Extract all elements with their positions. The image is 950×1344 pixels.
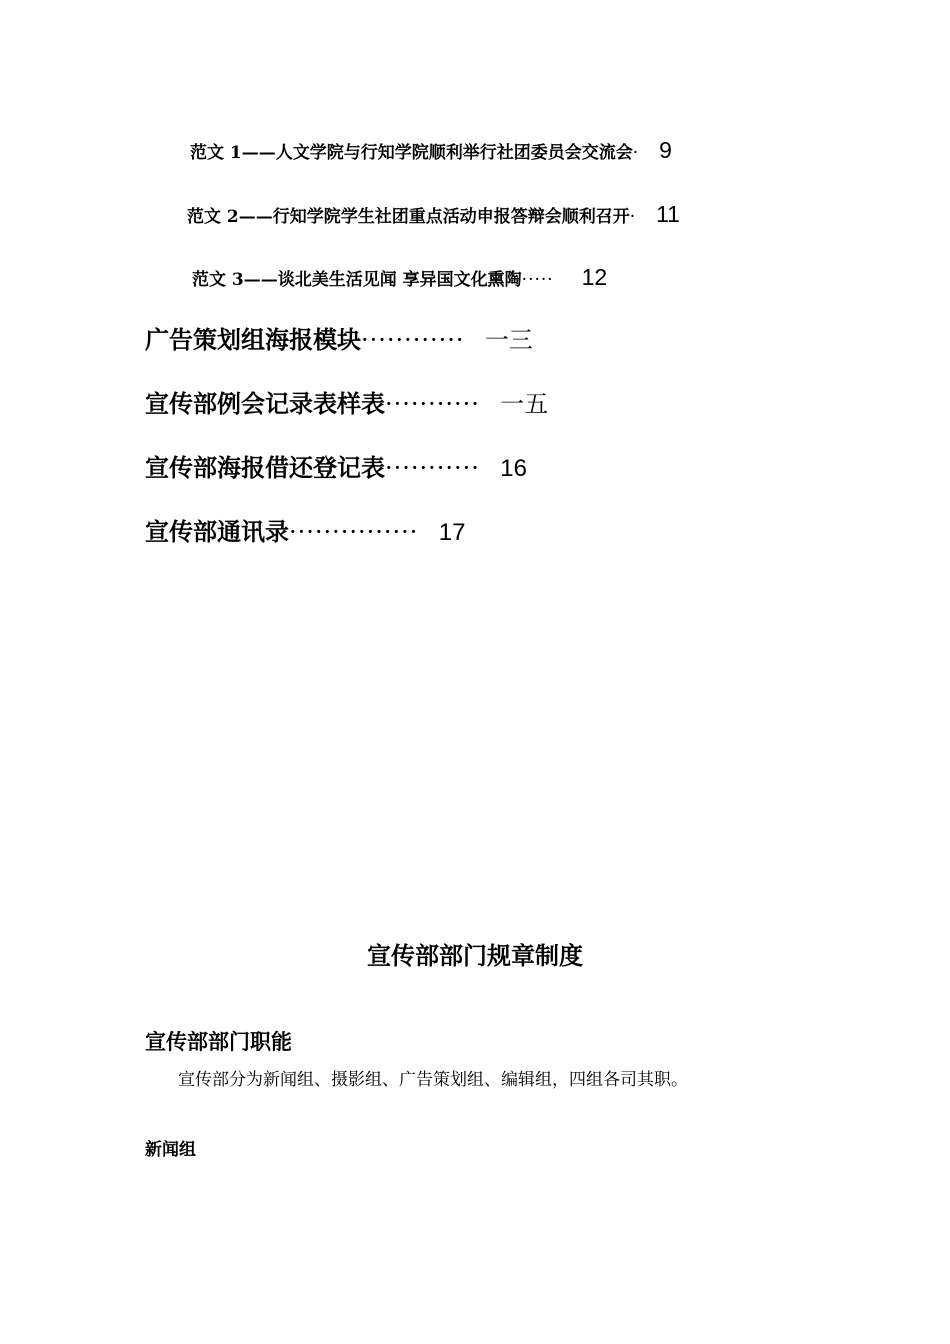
section-heading: 宣传部部门职能 [145, 1029, 292, 1054]
toc-page-number: 12 [581, 264, 608, 290]
toc-entry-text: 广告策划组海报模块 [145, 325, 361, 354]
toc-leader-dots: · [632, 143, 640, 163]
document-title: 宣传部部门规章制度 [367, 941, 583, 970]
toc-entry-text: 范文 3——谈北美生活见闻 享异国文化熏陶 [192, 270, 522, 290]
toc-page-number: 一五 [500, 390, 549, 418]
toc-leader-dots: ··········· [385, 454, 480, 482]
toc-entry-text: 宣传部海报借还登记表 [145, 453, 385, 482]
toc-page-number: 11 [656, 201, 680, 227]
toc-leader-dots: ····· [521, 270, 554, 290]
toc-page-number: 9 [659, 137, 672, 163]
toc-entry-text: 范文 2——行知学院学生社团重点活动申报答辩会顺利召开 [187, 207, 630, 227]
body-paragraph: 宣传部分为新闻组、摄影组、广告策划组、编辑组，四组各司其职。 [178, 1070, 688, 1090]
toc-entry-text: 宣传部通讯录 [145, 517, 289, 546]
toc-main-entry[interactable] [145, 517, 466, 546]
toc-leader-dots: ··········· [385, 390, 480, 418]
subsection-heading: 新闻组 [145, 1140, 196, 1160]
toc-entry-text: 宣传部例会记录表样表 [145, 389, 385, 418]
toc-page-number: 一三 [484, 326, 533, 354]
toc-sub-entry[interactable] [192, 266, 607, 289]
toc-leader-dots: · [629, 207, 637, 227]
toc-page-number: 16 [500, 455, 527, 482]
toc-entry-text: 范文 1——人文学院与行知学院顺利举行社团委员会交流会 [190, 143, 633, 163]
toc-main-entry[interactable] [145, 389, 549, 418]
toc-main-entry[interactable] [145, 453, 527, 482]
toc-page-number: 17 [438, 519, 466, 546]
toc-sub-entry[interactable] [187, 203, 680, 226]
toc-sub-entry[interactable] [190, 139, 672, 162]
toc-leader-dots: ············ [361, 326, 465, 354]
toc-main-entry[interactable] [145, 325, 533, 354]
toc-leader-dots: ··············· [289, 518, 419, 546]
